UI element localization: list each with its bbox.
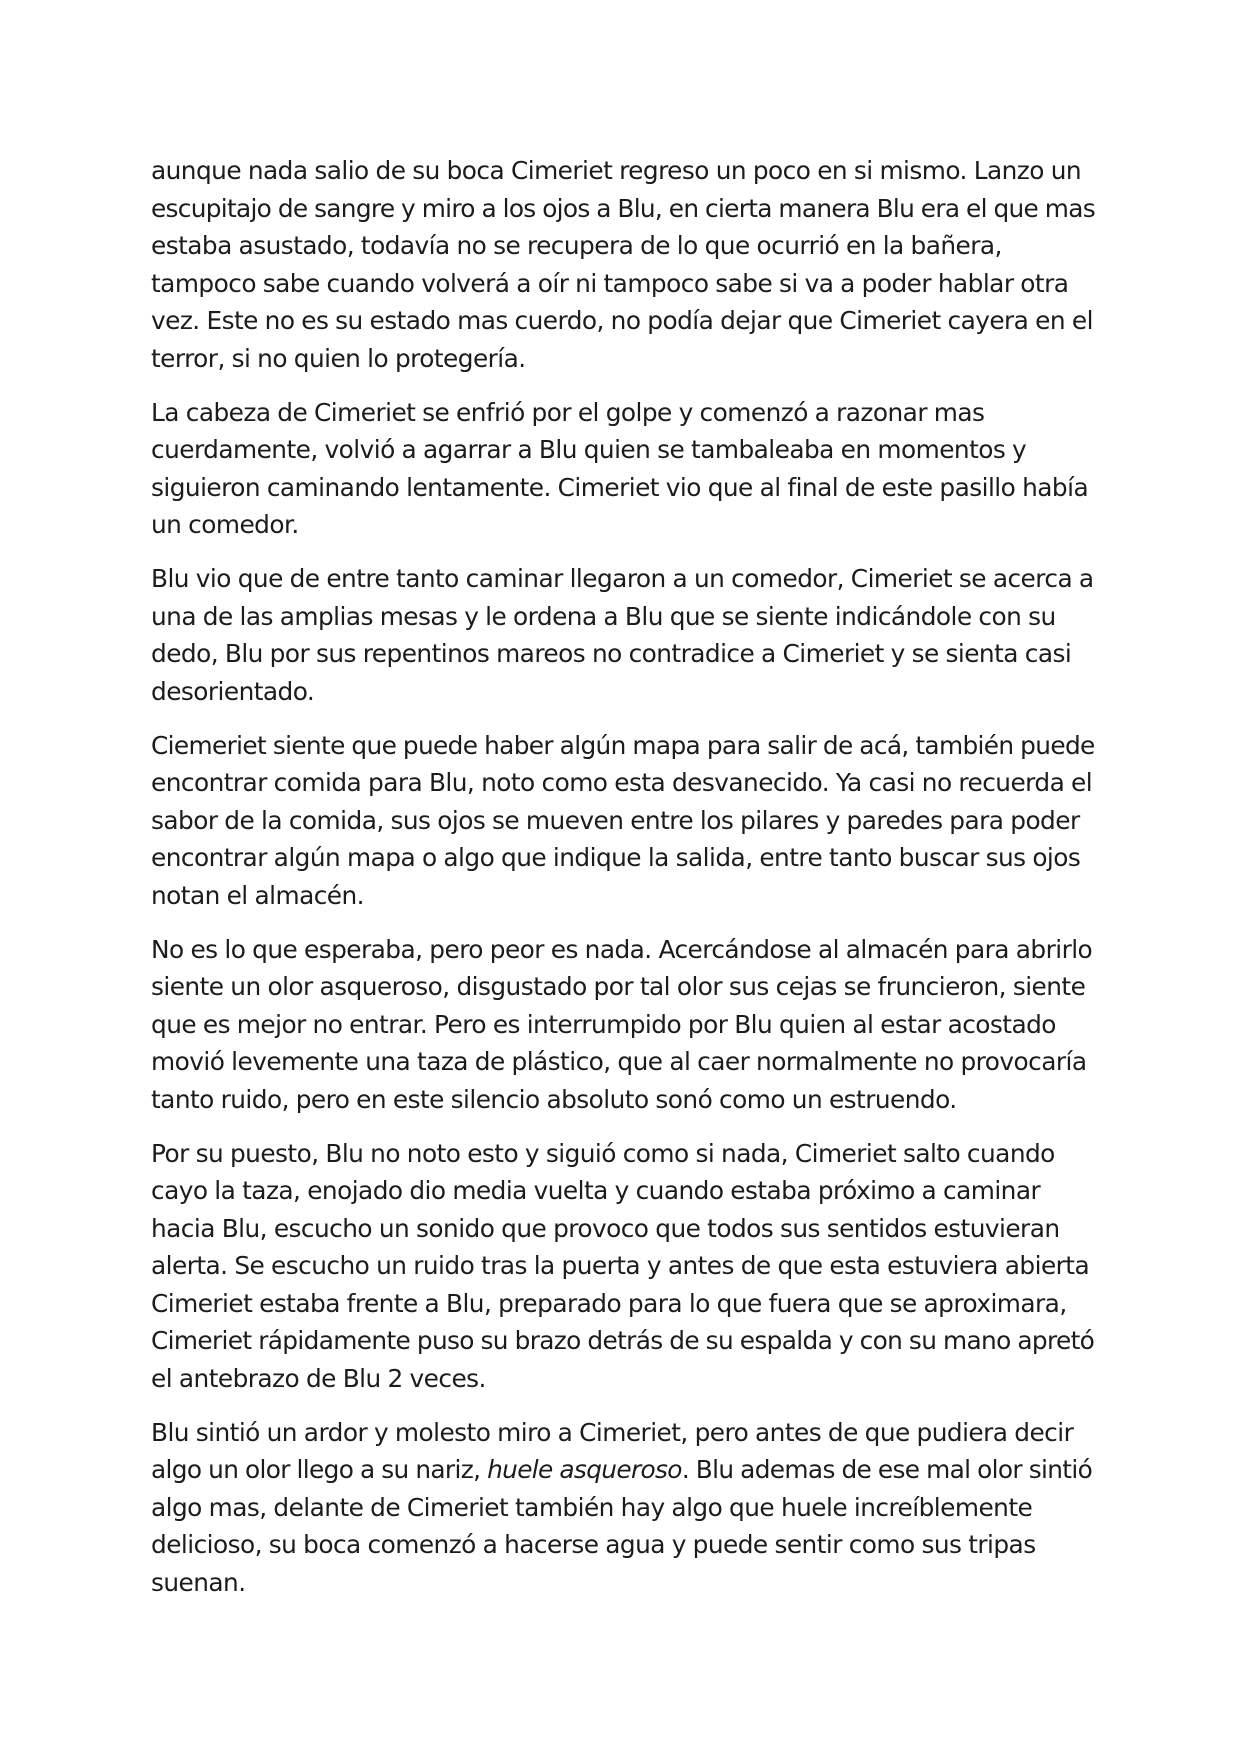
paragraph-7 — [151, 1414, 1095, 1602]
text-line: encontrar algún mapa o algo que indique la salida, entre tanto buscar sus ojos — [151, 843, 1081, 872]
text-line: cuerdamente, volvió a agarrar a Blu quien se tambaleaba en momentos y — [151, 435, 1027, 464]
text-line: algo mas, delante de Cimeriet también hay algo que huele increíblemente — [151, 1492, 1033, 1522]
text-line: dedo, Blu por sus repentinos mareos no contradice a Cimeriet y se sienta casi — [151, 639, 1072, 668]
text-line: escupitajo de sangre y miro a los ojos a Blu, en cierta manera Blu era el que mas — [151, 193, 1095, 223]
text-line: el antebrazo de Blu 2 veces. — [151, 1363, 486, 1393]
text-line: La cabeza de Cimeriet se enfrió por el golpe y comenzó a razonar mas — [151, 397, 985, 427]
text-line: estaba asustado, todavía no se recupera de lo que ocurrió en la bañera, — [151, 231, 1002, 260]
paragraph-6 — [151, 1135, 1095, 1398]
text-line: tampoco sabe cuando volverá a oír ni tampoco sabe si va a poder hablar otra — [151, 268, 1069, 298]
text-line: terror, si no quien lo protegería. — [151, 343, 526, 373]
text-segment: . Blu ademas de ese mal olor sintió — [681, 1455, 1093, 1484]
text-line: tanto ruido, pero en este silencio absoluto sonó como un estruendo. — [151, 1084, 957, 1114]
text-line: aunque nada salio de su boca Cimeriet regreso un poco en si mismo. Lanzo un — [151, 156, 1082, 185]
text-line: Cimeriet estaba frente a Blu, preparado para lo que fuera que se aproximara, — [151, 1288, 1067, 1318]
text-line: No es lo que esperaba, pero peor es nada. Acercándose al almacén para abrirlo — [151, 934, 1093, 964]
text-line: siente un olor asqueroso, disgustado por tal olor sus cejas se fruncieron, siente — [151, 972, 1086, 1001]
paragraph-4 — [151, 727, 1095, 915]
text-line: movió levemente una taza de plástico, que al caer normalmente no provocaría — [151, 1047, 1087, 1076]
paragraph-3 — [151, 560, 1095, 710]
text-line: encontrar comida para Blu, noto como esta desvanecido. Ya casi no recuerda el — [151, 768, 1093, 797]
text-line: Blu sintió un ardor y molesto miro a Cimeriet, pero antes de que pudiera decir — [151, 1417, 1074, 1447]
text-segment: algo un olor llego a su nariz, — [151, 1455, 488, 1484]
text-line: un comedor. — [151, 510, 299, 539]
text-line: vez. Este no es su estado mas cuerdo, no podía dejar que Cimeriet cayera en el — [151, 306, 1093, 335]
text-line: delicioso, su boca comenzó a hacerse agua y puede sentir como sus tripas — [151, 1530, 1036, 1559]
text-line: Cimeriet rápidamente puso su brazo detrás de su espalda y con su mano apretó — [151, 1326, 1095, 1355]
text-line: una de las amplias mesas y le ordena a Blu que se siente indicándole con su — [151, 601, 1056, 631]
text-line: siguieron caminando lentamente. Cimeriet vio que al final de este pasillo había — [151, 472, 1089, 502]
text-line: suenan. — [151, 1567, 246, 1597]
text-line: sabor de la comida, sus ojos se mueven entre los pilares y paredes para poder — [151, 805, 1080, 835]
text-line: que es mejor no entrar. Pero es interrumpido por Blu quien al estar acostado — [151, 1009, 1056, 1039]
paragraph-5 — [151, 931, 1095, 1119]
paragraph-2 — [151, 394, 1095, 544]
text-line — [151, 1451, 1095, 1489]
text-line: desorientado. — [151, 676, 315, 706]
paragraph-1 — [151, 152, 1095, 377]
text-line: Por su puesto, Blu no noto esto y siguió como si nada, Cimeriet salto cuando — [151, 1138, 1055, 1168]
italic-emphasis: huele asqueroso — [487, 1455, 682, 1484]
text-line: Blu vio que de entre tanto caminar llegaron a un comedor, Cimeriet se acerca a — [151, 564, 1094, 593]
text-line: alerta. Se escucho un ruido tras la puerta y antes de que esta estuviera abierta — [151, 1251, 1090, 1280]
text-line: notan el almacén. — [151, 880, 365, 910]
document-body — [151, 152, 1095, 1618]
text-line: Ciemeriet siente que puede haber algún mapa para salir de acá, también puede — [151, 730, 1095, 760]
text-line: hacia Blu, escucho un sonido que provoco que todos sus sentidos estuvieran — [151, 1213, 1060, 1243]
text-line: cayo la taza, enojado dio media vuelta y cuando estaba próximo a caminar — [151, 1176, 1041, 1205]
